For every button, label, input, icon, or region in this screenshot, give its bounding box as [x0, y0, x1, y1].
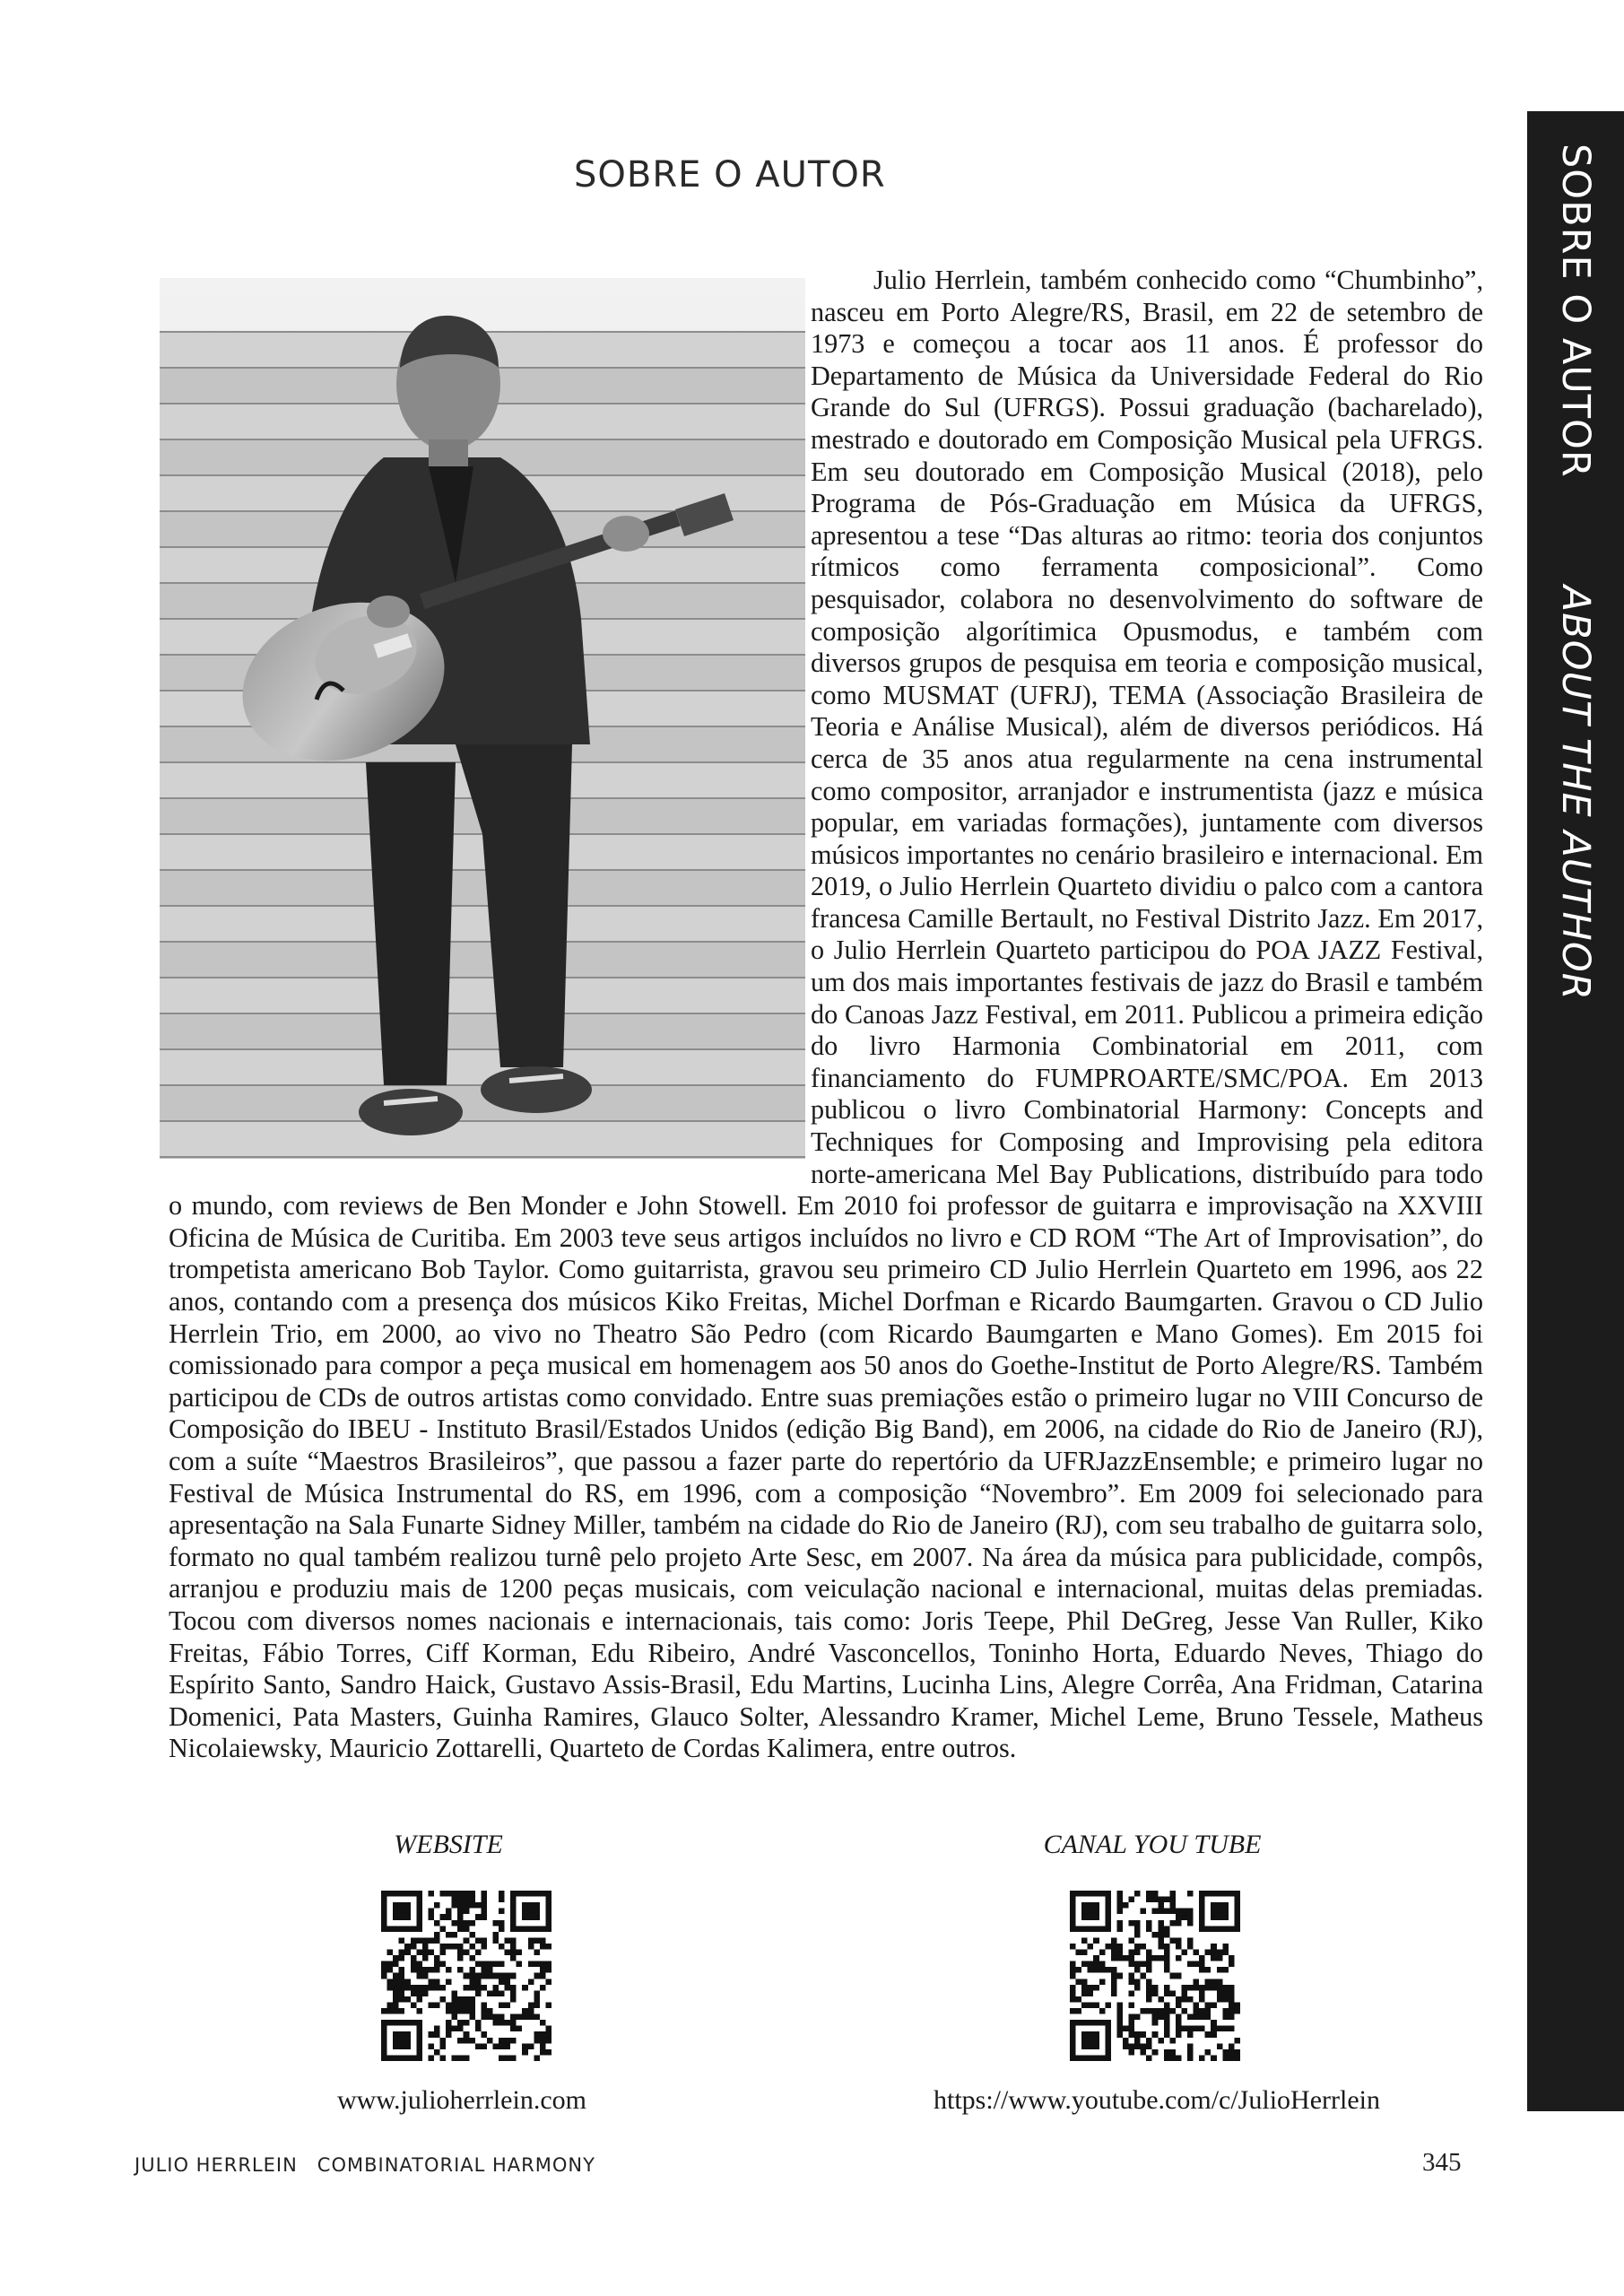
- author-bio: [169, 265, 1483, 1765]
- youtube-label: CANAL YOU TUBE: [1043, 1830, 1262, 1859]
- side-tab-text: [1553, 144, 1598, 1001]
- footer-book-title: COMBINATORIAL HARMONY: [317, 2154, 595, 2176]
- side-tab-en: ABOUT THE AUTHOR: [1553, 585, 1598, 1001]
- website-qr-code[interactable]: [381, 1891, 551, 2061]
- author-bio-text: Julio Herrlein, também conhecido como “Chumbinho”, nasceu em Porto Alegre/RS, Brasil, em 22 de setembro de 1973 e começou a tocar aos 11 anos. É professor do Departamento de Música da Universidade Federal do Rio Grande do Sul (UFRGS). Possui graduação (bacharelado), mestrado e doutorado em Composição Musical pela UFRGS. Em seu doutorado em Composição Musical (2018), pelo Programa de Pós-Graduação em Música da UFRGS, apresentou a tese “Das alturas ao ritmo: teoria dos conjuntos rítmicos como ferramenta composicional”. Como pesquisador, colabora no desenvolvimento do software de composição algorítimica Opusmodus, e também com diversos grupos de pesquisa em teoria e composição musical, como MUSMAT (UFRJ), TEMA (Associação Brasileira de Teoria e Análise Musical), além de diversos periódicos. Há cerca de 35 anos atua regularmente na cena instrumental como compositor, arranjador e instrumentista (jazz e música popular, em variadas formações), juntamente com diversos músicos importantes no cenário brasileiro e internacional. Em 2019, o Julio Herrlein Quarteto dividiu o palco com a cantora francesa Camille Bertault, no Festival Distrito Jazz. Em 2017, o Julio Herrlein Quarteto participou do POA JAZZ Festival, um dos mais importantes festivais de jazz do Brasil e também do Canoas Jazz Festival, em 2011. Publicou a primeira edição do livro Harmonia Combinatorial em 2011, com financiamento do FUMPROARTE/SMC/POA. Em 2013 publicou o livro Combinatorial Harmony: Concepts and Techniques for Composing and Improvising pela editora norte-americana Mel Bay Publications, distribuído para todo o mundo, com reviews de Ben Monder e John Stowell. Em 2010 foi professor de guitarra e improvisação na XXVIII Oficina de Música de Curitiba. Em 2003 teve seus artigos incluídos no livro e CD ROM “The Art of Improvisation”, do trompetista americano Bob Taylor. Como guitarrista, gravou seu primeiro CD Julio Herrlein Quarteto em 1996, aos 22 anos, contando com a presença dos músicos Kiko Freitas, Michel Dorfman e Ricardo Baumgarten. Gravou o CD Julio Herrlein Trio, em 2000, ao vivo no Theatro São Pedro (com Ricardo Baumgarten e Mano Gomes). Em 2015 foi comissionado para compor a peça musical em homenagem aos 50 anos do Goethe-Institut de Porto Alegre/RS. Também participou de CDs de outros artistas como convidado. Entre suas premiações estão o primeiro lugar no VIII Concurso de Composição do IBEU - Instituto Brasil/Estados Unidos (edição Big Band), em 2006, na cidade do Rio de Janeiro (RJ), com a suíte “Maestros Brasileiros”, que passou a fazer parte do repertório da UFRJazzEnsemble; e primeiro lugar no Festival de Música Instrumental do RS, em 1996, com a composição “Novembro”. Em 2009 foi selecionado para apresentação na Sala Funarte Sidney Miller, também na cidade do Rio de Janeiro (RJ), com seu trabalho de guitarra solo, formato no qual também realizou turnê pelo projeto Arte Sesc, em 2007. Na área da música para publicidade, compôs, arranjou e produziu mais de 1200 peças musicais, com veiculação nacional e internacional, muitas delas premiadas. Tocou com diversos nomes nacionais e internacionais, tais como: Joris Teepe, Phil DeGreg, Jesse Van Ruller, Kiko Freitas, Fábio Torres, Ciff Korman, Edu Ribeiro, André Vasconcellos, Toninho Horta, Eduardo Neves, Thiago do Espírito Santo, Sandro Haick, Gustavo Assis-Brasil, Edu Martins, Lucinha Lins, Alegre Corrêa, Ana Fridman, Catarina Domenici, Pata Masters, Guinha Ramires, Glauco Solter, Alessandro Kramer, Michel Leme, Bruno Tessele, Matheus Nicolaiewsky, Mauricio Zottarelli, Quarteto de Cordas Kalimera, entre outros.: [169, 265, 1483, 1764]
- website-label: WEBSITE: [394, 1830, 503, 1859]
- youtube-link[interactable]: https://www.youtube.com/c/JulioHerrlein: [934, 2085, 1380, 2115]
- page-number: 345: [1422, 2148, 1462, 2177]
- youtube-qr-code[interactable]: [1070, 1891, 1240, 2061]
- page-title: SOBRE O AUTOR: [574, 154, 886, 196]
- footer-author: JULIO HERRLEIN: [135, 2154, 298, 2176]
- side-tab-pt: SOBRE O AUTOR: [1553, 144, 1598, 478]
- website-link[interactable]: www.julioherrlein.com: [337, 2085, 586, 2115]
- footer-running-head: [135, 2154, 595, 2176]
